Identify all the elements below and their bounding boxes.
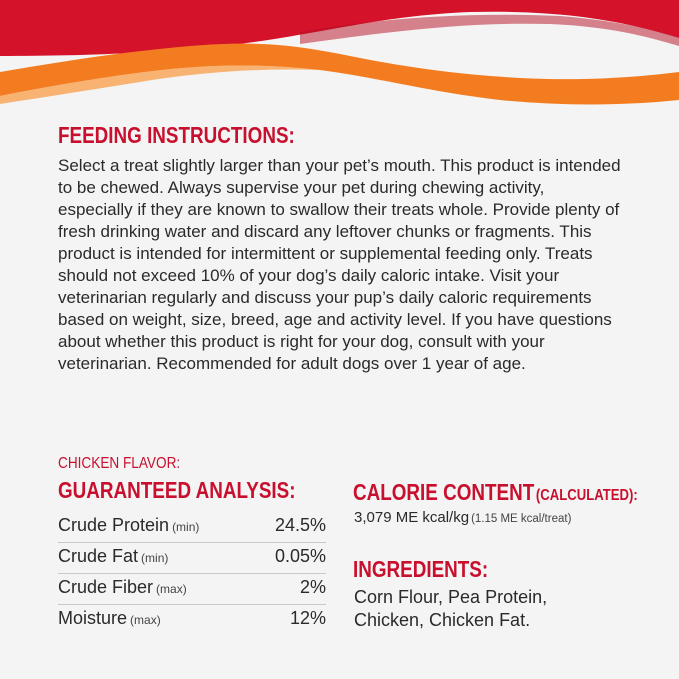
analysis-row: [58, 605, 326, 636]
analysis-label: [58, 608, 161, 629]
analysis-row: [58, 543, 326, 574]
analysis-value: 12%: [289, 608, 326, 628]
analysis-row: [58, 574, 326, 605]
calorie-content-title: [353, 479, 638, 506]
feeding-instructions-title: FEEDING INSTRUCTIONS:: [58, 122, 295, 148]
analysis-name: Moisture: [58, 608, 128, 628]
guaranteed-analysis-table: [58, 512, 326, 636]
ingredients-text: Corn Flour, Pea Protein, Chicken, Chicken Fat.: [354, 587, 548, 630]
analysis-label: [58, 577, 187, 598]
analysis-value: 0.05%: [274, 546, 326, 566]
feeding-instructions-text: Select a treat slightly larger than your pet’s mouth. This product is intended to be chewed. Always supervise your pet during chewing activity, especially if they are known to swallow their treats whole. Provide plenty of fresh drinking water and discard any leftover chunks or fragments. This product is intended for intermittent or supplemental feeding only. Treats should not exceed 10% of your dog’s daily caloric intake. Visit your veterinarian regularly and discuss your pup’s daily caloric requirements based on weight, size, breed, age and activity level. If you have questions about whether this product is right for your dog, consult with your veterinarian. Recommended for adult dogs over 1 year of age.: [58, 156, 621, 373]
analysis-name: Crude Fat: [58, 546, 139, 566]
analysis-name: Crude Fiber: [58, 577, 154, 597]
flavor-label: CHICKEN FLAVOR:: [58, 455, 181, 472]
calorie-per-treat: (1.15 ME kcal/treat): [471, 513, 572, 525]
decorative-wave-banner: [0, 0, 679, 110]
analysis-value: 24.5%: [274, 515, 326, 535]
ingredients-title: INGREDIENTS:: [353, 556, 489, 582]
analysis-row: [58, 512, 326, 543]
calorie-title-text: CALORIE CONTENT: [353, 479, 535, 505]
guaranteed-analysis-title: GUARANTEED ANALYSIS:: [58, 477, 296, 503]
analysis-qualifier: (min): [141, 551, 169, 565]
analysis-name: Crude Protein: [58, 515, 170, 535]
analysis-value: 2%: [299, 577, 326, 597]
calorie-qualifier: (CALCULATED):: [535, 487, 638, 504]
analysis-label: [58, 515, 199, 536]
analysis-qualifier: (min): [172, 520, 200, 534]
analysis-qualifier: (max): [156, 582, 187, 596]
analysis-label: [58, 546, 168, 567]
calorie-per-kg: 3,079 ME kcal/kg: [354, 509, 470, 526]
analysis-qualifier: (max): [130, 613, 161, 627]
calorie-value: [354, 509, 571, 526]
